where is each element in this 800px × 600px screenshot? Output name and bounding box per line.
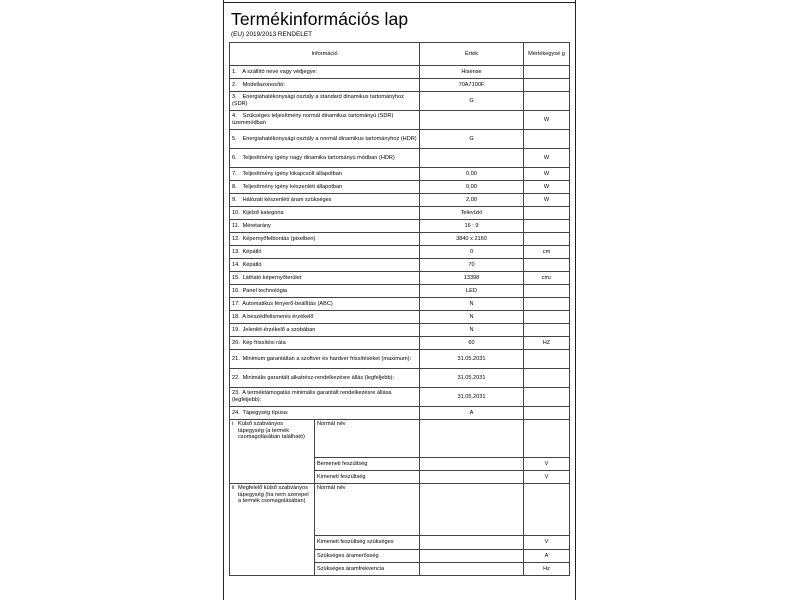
table-row xyxy=(230,181,570,194)
row-label: A terméktámogatás minimális garantált rendelkezésre állása (legfeljebb): xyxy=(232,390,392,403)
psu-type-number: ii xyxy=(232,485,235,491)
row-value: 13398 xyxy=(420,272,524,285)
row-unit: cm xyxy=(542,248,551,255)
row-value: 70 xyxy=(420,259,524,272)
row-value: N xyxy=(420,324,524,337)
row-label: Látható képernyőterület xyxy=(242,274,302,281)
row-number: 12. xyxy=(232,235,240,242)
row-unit-cell xyxy=(524,130,570,149)
regulation-subtitle: (EU) 2019/2013 RENDELET xyxy=(231,31,312,38)
row-value: 0 xyxy=(420,246,524,259)
row-value: 16 : 9 xyxy=(420,220,524,233)
psu-sub-label: Szükséges áramerősség xyxy=(315,550,420,563)
row-number: 6. xyxy=(232,154,237,161)
row-unit-cell xyxy=(524,369,570,388)
table-row xyxy=(230,350,570,369)
psu-sub-unit xyxy=(524,420,570,458)
row-label: Minimum garantáltan a szoftver és hardver frissítéseket (maximum): xyxy=(242,355,412,362)
row-number: 10. xyxy=(232,209,240,216)
row-label-cell xyxy=(230,324,420,337)
row-label-cell xyxy=(230,259,420,272)
row-unit-cell xyxy=(524,388,570,407)
psu-sub-value xyxy=(420,420,524,458)
row-unit-cell xyxy=(524,298,570,311)
row-unit: W xyxy=(543,196,550,203)
row-label-cell xyxy=(230,207,420,220)
row-number: 8. xyxy=(232,183,237,190)
header-info: Információ xyxy=(230,43,420,66)
row-value xyxy=(420,149,524,168)
row-value: Hisense xyxy=(420,66,524,79)
row-number: 19. xyxy=(232,326,240,333)
row-label-cell xyxy=(230,246,420,259)
row-unit-cell xyxy=(524,311,570,324)
row-label: Teljesítmény igény kikapcsolt állapotban xyxy=(242,170,342,177)
row-number: 16. xyxy=(232,287,240,294)
row-number: 13. xyxy=(232,248,240,255)
row-label: A beszédfelismerés érzékelő xyxy=(242,313,314,320)
row-unit-cell xyxy=(524,181,570,194)
row-label-cell xyxy=(230,111,420,130)
row-label: Energiahatékonysági osztály a standard dinamikus tartományhoz (SDR) xyxy=(232,94,404,107)
row-value: 0,00 xyxy=(420,181,524,194)
row-unit-cell xyxy=(524,220,570,233)
row-number: 5. xyxy=(232,135,237,142)
row-label-cell xyxy=(230,168,420,181)
row-unit-cell xyxy=(524,259,570,272)
row-label: Kép frissítési ráta xyxy=(242,339,286,346)
row-unit: W xyxy=(543,154,550,161)
row-unit-cell xyxy=(524,168,570,181)
row-value: 60 xyxy=(420,337,524,350)
row-label: Automatikus fényerő-beállítás (ABC) xyxy=(242,300,333,307)
psu-sub-value xyxy=(420,536,524,550)
row-unit-cell xyxy=(524,194,570,207)
psu-sub-value xyxy=(420,550,524,563)
row-label: Energiahatékonysági osztály a normál dinamikus tartományhoz (HDR) xyxy=(242,135,417,142)
table-row xyxy=(230,324,570,337)
row-unit-cell xyxy=(524,350,570,369)
table-row xyxy=(230,194,570,207)
row-label-cell xyxy=(230,407,420,420)
top-rule xyxy=(223,2,575,3)
row-number: 15. xyxy=(232,274,240,281)
row-label-cell xyxy=(230,369,420,388)
row-unit-cell xyxy=(524,337,570,350)
row-number: 17. xyxy=(232,300,240,307)
row-unit-cell xyxy=(524,92,570,111)
row-unit-cell xyxy=(524,149,570,168)
psu-sub-label: Normál név xyxy=(315,420,420,458)
spec-table xyxy=(229,42,570,576)
row-unit-cell xyxy=(524,79,570,92)
psu-sub-unit: V xyxy=(524,471,570,484)
row-label-cell xyxy=(230,220,420,233)
row-label-cell xyxy=(230,92,420,111)
row-unit-cell xyxy=(524,246,570,259)
row-number: 22. xyxy=(232,374,240,381)
row-unit-cell xyxy=(524,285,570,298)
row-value: 70A7100F xyxy=(420,79,524,92)
row-number: 1. xyxy=(232,68,237,75)
row-unit: HZ xyxy=(542,339,551,346)
table-row xyxy=(230,369,570,388)
psu-type-cell xyxy=(230,420,315,484)
psu-type-cell xyxy=(230,484,315,576)
row-value: 0,00 xyxy=(420,168,524,181)
row-label: A szállító neve vagy védjegye: xyxy=(242,68,318,75)
row-label-cell xyxy=(230,233,420,246)
psu-sub-value xyxy=(420,471,524,484)
psu-sub-label: Normál név xyxy=(315,484,420,536)
row-value: 31.05.2031 xyxy=(420,350,524,369)
table-row xyxy=(230,285,570,298)
table-row xyxy=(230,111,570,130)
row-value: G xyxy=(420,92,524,111)
row-unit: W xyxy=(543,183,550,190)
row-label: Teljesítmény igény nagy dinamika tartományú módban (HDR) xyxy=(242,154,395,161)
psu-sub-unit xyxy=(524,484,570,536)
row-number: 11. xyxy=(232,222,240,229)
row-number: 7. xyxy=(232,170,237,177)
table-row xyxy=(230,207,570,220)
table-row xyxy=(230,220,570,233)
psu-sub-value xyxy=(420,458,524,471)
table-header-row xyxy=(230,43,570,66)
row-value: 3840 x 2160 xyxy=(420,233,524,246)
row-unit-cell xyxy=(524,324,570,337)
header-unit: Mértékegysé g xyxy=(524,43,570,66)
row-unit: W xyxy=(543,116,550,123)
row-value xyxy=(420,111,524,130)
row-label-cell xyxy=(230,285,420,298)
table-row xyxy=(230,388,570,407)
row-value: LED xyxy=(420,285,524,298)
row-unit-cell xyxy=(524,111,570,130)
row-number: 3. xyxy=(232,94,237,101)
row-label: Képátló xyxy=(242,261,262,268)
row-label-cell xyxy=(230,149,420,168)
psu-sub-label: Kimeneti feszültség szükséges xyxy=(315,536,420,550)
table-row xyxy=(230,168,570,181)
row-label-cell xyxy=(230,79,420,92)
row-number: 14. xyxy=(232,261,240,268)
table-row xyxy=(230,149,570,168)
psu-type-label: Megfelelő külső szabványos tápegység (ha nem szerepel a termék csomagolásában) xyxy=(238,485,309,505)
row-label: Kijelző kategória xyxy=(242,209,284,216)
row-label-cell xyxy=(230,272,420,285)
psu-sub-unit: Hz xyxy=(524,563,570,576)
psu-row xyxy=(230,420,570,458)
row-number: 4. xyxy=(232,113,237,120)
row-value: N xyxy=(420,298,524,311)
row-unit: cm xyxy=(541,274,550,281)
row-label: Modellazonosító: xyxy=(242,81,285,88)
table-row xyxy=(230,311,570,324)
psu-sub-unit: A xyxy=(524,550,570,563)
psu-sub-label: Szükséges áramfrekvencia xyxy=(315,563,420,576)
psu-sub-value xyxy=(420,484,524,536)
row-unit-cell xyxy=(524,207,570,220)
row-unit-cell xyxy=(524,407,570,420)
row-unit-cell xyxy=(524,233,570,246)
row-label-cell xyxy=(230,311,420,324)
row-value: 31.05.2031 xyxy=(420,369,524,388)
row-label: Minimális garantált alkatrész-rendelkezésre állás (legfeljebb): xyxy=(242,374,394,381)
table-row xyxy=(230,337,570,350)
row-label-cell xyxy=(230,337,420,350)
row-number: 9. xyxy=(232,196,237,203)
table-row xyxy=(230,259,570,272)
table-row xyxy=(230,407,570,420)
header-value: Érték xyxy=(420,43,524,66)
row-label: Hálózati készenléti áram szükséges xyxy=(242,196,332,203)
sheet-title: Termékinformációs lap xyxy=(231,9,409,29)
row-label-cell xyxy=(230,388,420,407)
row-number: 24. xyxy=(232,409,240,416)
row-value: 31.05.2031 xyxy=(420,388,524,407)
row-label: Képátló xyxy=(242,248,262,255)
table-row xyxy=(230,246,570,259)
row-value: G xyxy=(420,130,524,149)
row-label-cell xyxy=(230,350,420,369)
row-number: 18. xyxy=(232,313,240,320)
row-label: Teljesítmény igény készenléti állapotban xyxy=(242,183,343,190)
table-row xyxy=(230,79,570,92)
table-row xyxy=(230,233,570,246)
psu-sub-value xyxy=(420,563,524,576)
row-unit-cell xyxy=(524,66,570,79)
row-label-cell xyxy=(230,130,420,149)
row-number: 2. xyxy=(232,81,237,88)
table-row xyxy=(230,298,570,311)
row-label: Jelenlét-érzékelő a szobában xyxy=(242,326,316,333)
row-value: N xyxy=(420,311,524,324)
row-label-cell xyxy=(230,66,420,79)
row-value: A xyxy=(420,407,524,420)
psu-row xyxy=(230,484,570,536)
row-label: Méretarány xyxy=(242,222,271,229)
row-unit-cell xyxy=(524,272,570,285)
row-label-cell xyxy=(230,181,420,194)
table-row xyxy=(230,272,570,285)
row-label: Szükséges teljesítmény normál dinamikus tartományú (SDR) üzemmódban xyxy=(232,113,394,126)
psu-sub-unit: V xyxy=(524,458,570,471)
psu-sub-label: Kimeneti feszültség xyxy=(315,471,420,484)
row-number: 20. xyxy=(232,339,240,346)
row-value: Televízió xyxy=(420,207,524,220)
row-label-cell xyxy=(230,298,420,311)
row-number: 23. xyxy=(232,390,240,397)
row-label-cell xyxy=(230,194,420,207)
table-row xyxy=(230,66,570,79)
row-label: Képernyőfelbontás (pixelben) xyxy=(242,235,316,242)
table-row xyxy=(230,130,570,149)
psu-type-number: i xyxy=(232,421,234,427)
table-row xyxy=(230,92,570,111)
psu-sub-unit: V xyxy=(524,536,570,550)
psu-type-label: Külső szabványos tápegység (a termék csomagolásában található) xyxy=(238,421,305,441)
row-unit: W xyxy=(543,170,550,177)
row-label: Panel technológia xyxy=(242,287,288,294)
row-label: Tápegység típusa: xyxy=(242,409,289,416)
psu-sub-label: Bemeneti feszültség xyxy=(315,458,420,471)
row-value: 2,00 xyxy=(420,194,524,207)
unit-superscript: 2 xyxy=(549,274,552,280)
row-number: 21. xyxy=(232,355,240,362)
